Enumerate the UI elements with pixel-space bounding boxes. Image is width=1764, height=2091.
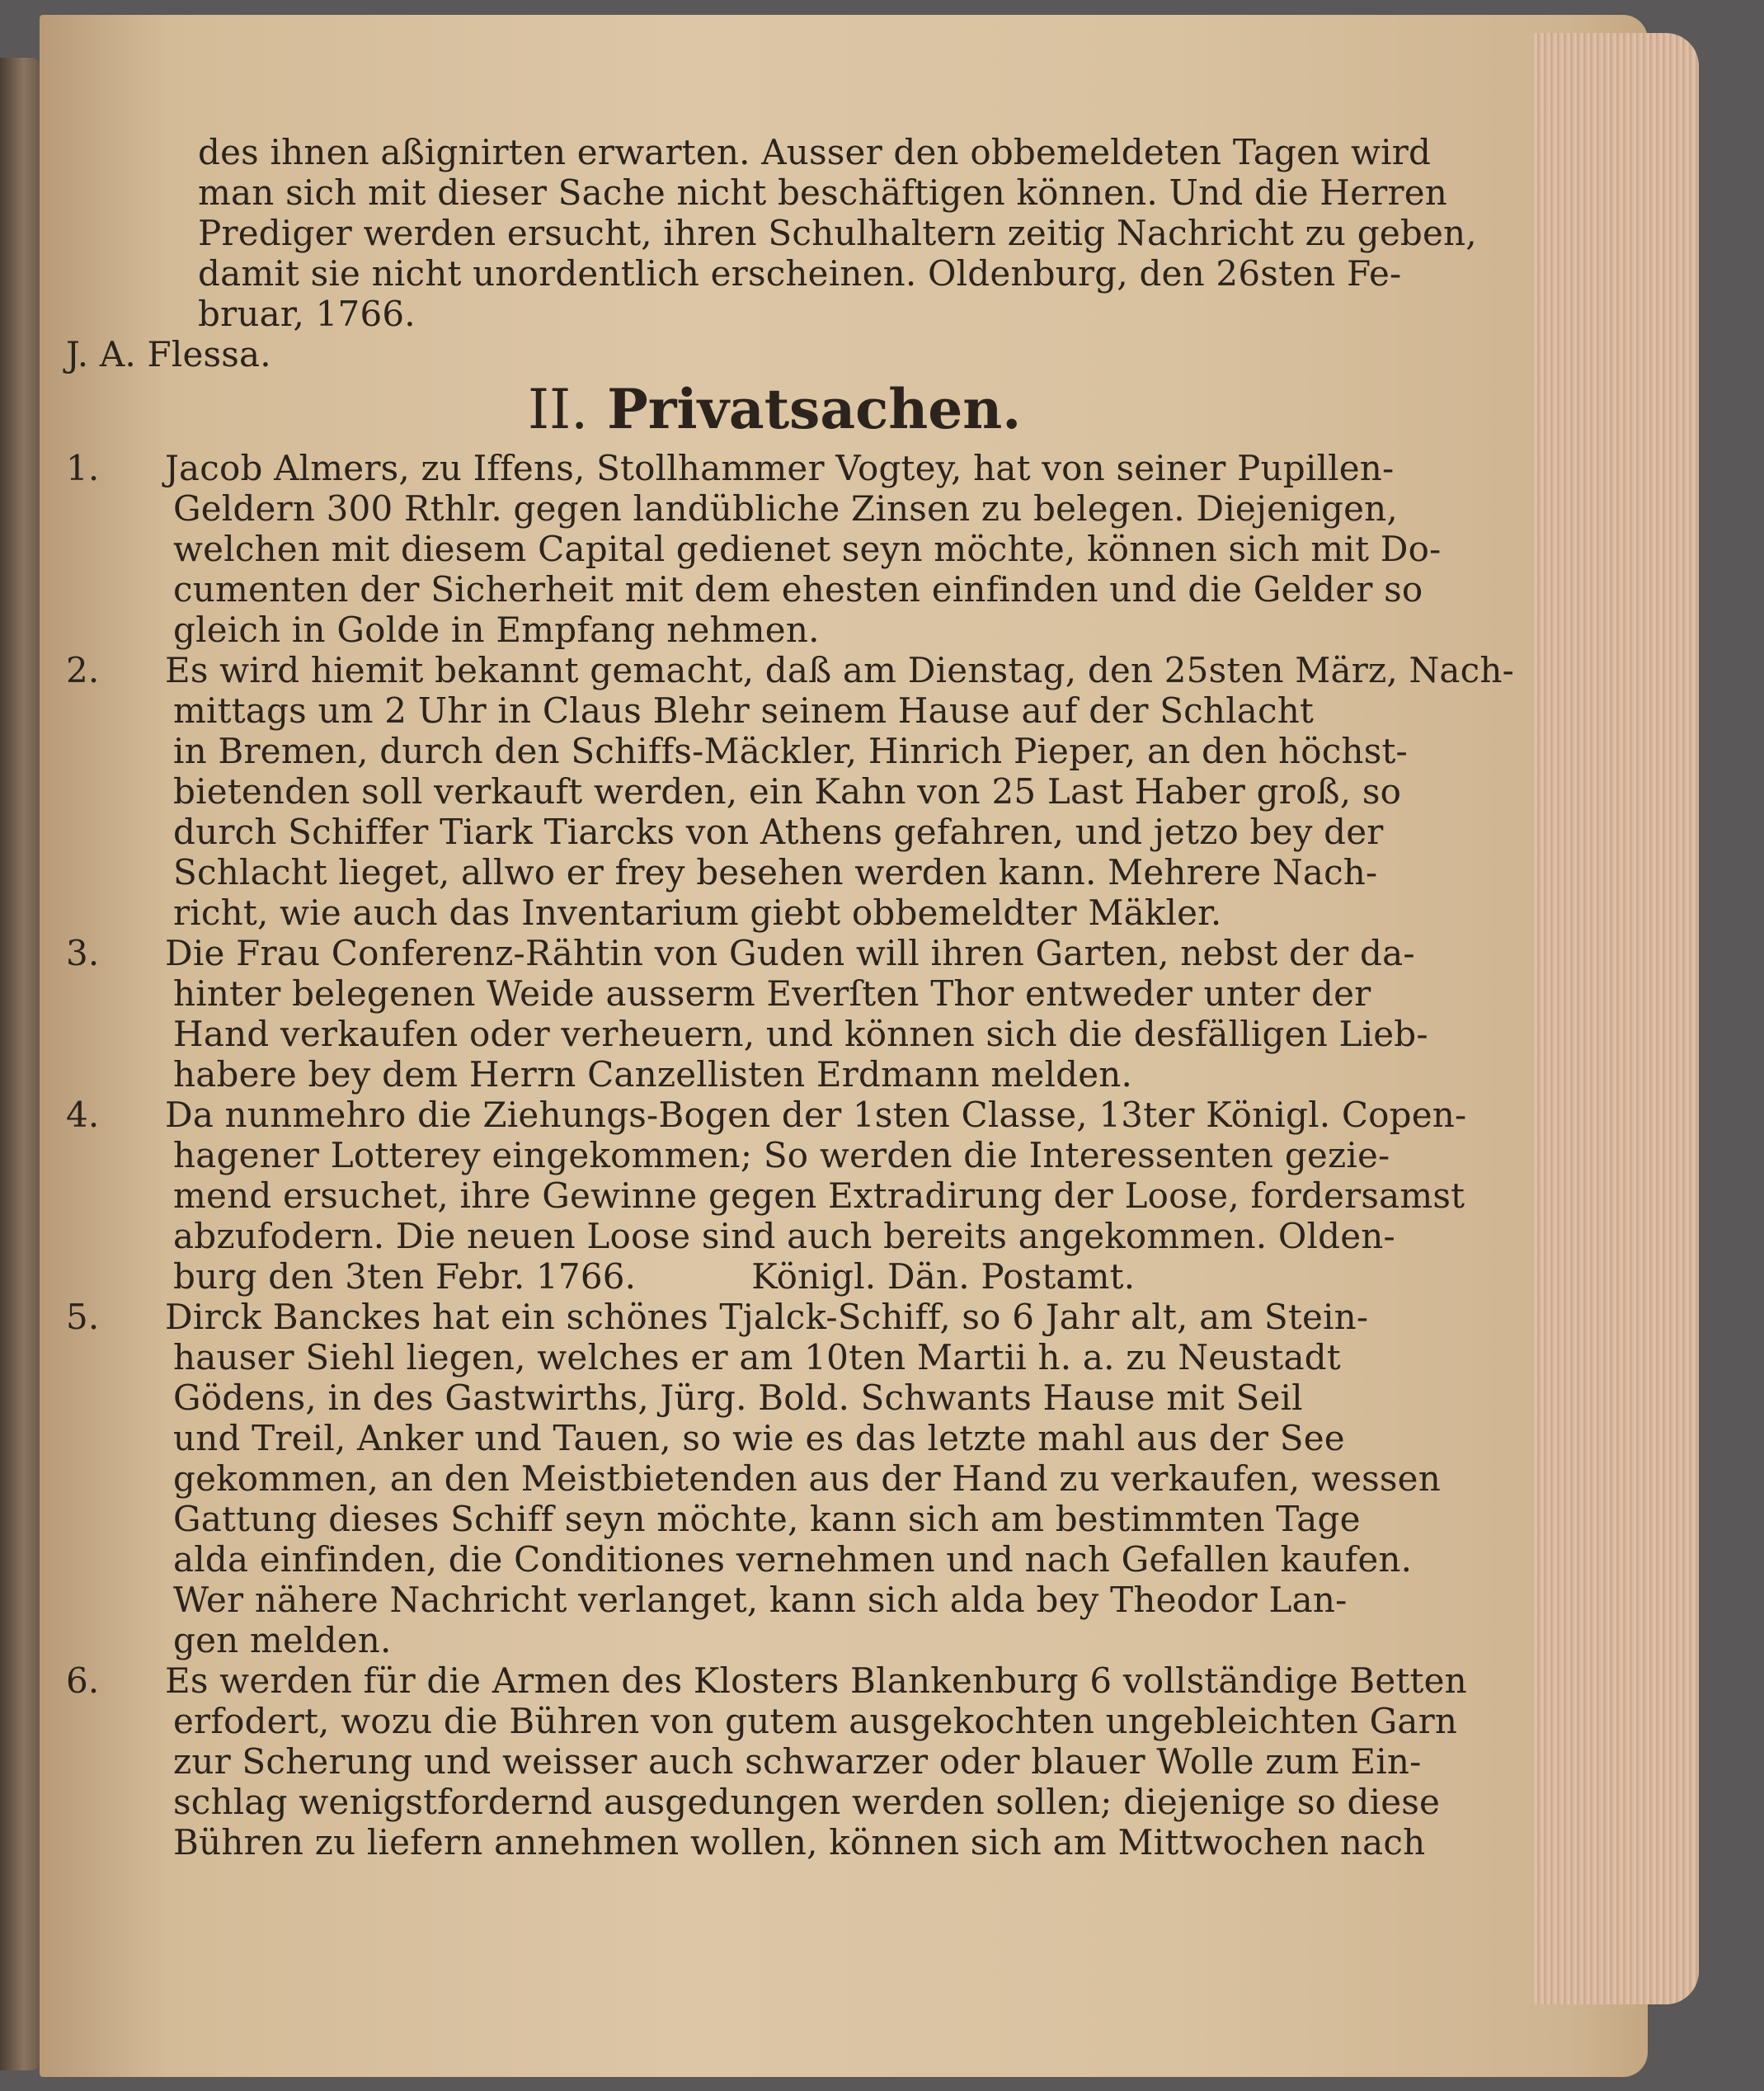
page-text: [66, 132, 1514, 1930]
text-line: hagener Lotterey eingekommen; So werden die Interessenten gezie-: [173, 1135, 1390, 1175]
item-number: 5.: [66, 1297, 100, 1337]
notice-item: [66, 650, 1514, 933]
text-line: welchen mit diesem Capital gedienet seyn möchte, können sich mit Do-: [173, 529, 1442, 569]
text-line: abzufodern. Die neuen Loose sind auch bereits angekommen. Olden-: [173, 1216, 1395, 1256]
notice-item: [66, 1297, 1441, 1660]
text-line: des ihnen aßignirten erwarten. Ausser den obbemeldeten Tagen wird: [198, 132, 1432, 172]
text-line: gleich in Golde in Empfang nehmen.: [173, 610, 820, 650]
text-line: Hand verkaufen oder verheuern, und können sich die desfälligen Lieb-: [173, 1014, 1428, 1054]
text-line: habere bey dem Herrn Canzellisten Erdmann melden.: [173, 1054, 1133, 1095]
text-line: Prediger werden ersucht, ihren Schulhaltern zeitig Nachricht zu geben,: [198, 213, 1477, 253]
text-line: durch Schiffer Tiark Tiarcks von Athens gefahren, und jetzo bey der: [173, 812, 1384, 852]
text-line: Schlacht lieget, allwo er frey besehen werden kann. Mehrere Nach-: [173, 852, 1378, 892]
item-number: 3.: [66, 933, 100, 973]
intro-paragraph: [66, 132, 1477, 334]
text-line: bruar, 1766.: [198, 294, 416, 334]
text-line: Dirck Banckes hat ein schönes Tjalck-Schiff, so 6 Jahr alt, am Stein-: [165, 1297, 1369, 1337]
section-heading: [66, 376, 1254, 443]
page-stack-edge: [1534, 33, 1699, 2004]
text-line: damit sie nicht unordentlich erscheinen. Oldenburg, den 26sten Fe-: [198, 253, 1402, 294]
text-line: Es wird hiemit bekannt gemacht, daß am Dienstag, den 25sten März, Nach-: [165, 650, 1514, 690]
notice-item: [66, 1095, 1467, 1297]
facing-page-edge: [0, 58, 40, 2070]
text-line: richt, wie auch das Inventarium giebt obbemeldter Mäkler.: [173, 892, 1222, 933]
text-line: alda einfinden, die Conditiones vernehmen und nach Gefallen kaufen.: [173, 1539, 1413, 1580]
notice-item: [66, 933, 1428, 1095]
text-line: hinter belegenen Weide ausserm Everſten Thor entweder unter der: [173, 973, 1371, 1014]
text-line: mittags um 2 Uhr in Claus Blehr seinem Hause auf der Schlacht: [173, 690, 1315, 731]
text-line: zur Scherung und weisser auch schwarzer oder blauer Wolle zum Ein-: [173, 1741, 1422, 1782]
closing-date: burg den 3ten Febr. 1766.: [173, 1256, 637, 1297]
section-number: II.: [528, 378, 589, 441]
text-line: gekommen, an den Meistbietenden aus der Hand zu verkaufen, wessen: [173, 1458, 1441, 1499]
notice-item: [66, 1660, 1467, 1863]
section-title: Privatsachen.: [607, 377, 1022, 441]
text-line: bietenden soll verkauft werden, ein Kahn von 25 Last Haber groß, so: [173, 771, 1402, 812]
text-line: Bühren zu liefern annehmen wollen, können sich am Mittwochen nach: [173, 1822, 1426, 1863]
postamt-signature: Königl. Dän. Postamt.: [751, 1256, 1136, 1297]
text-line: Wer nähere Nachricht verlanget, kann sich alda bey Theodor Lan-: [173, 1580, 1348, 1620]
item-number: 2.: [66, 650, 100, 690]
text-line: mend ersuchet, ihre Gewinne gegen Extradirung der Loose, fordersamst: [173, 1175, 1465, 1216]
text-line: gen melden.: [173, 1620, 392, 1660]
text-line: Es werden für die Armen des Klosters Blankenburg 6 vollständige Betten: [165, 1660, 1467, 1701]
text-line: Da nunmehro die Ziehungs-Bogen der 1sten Classe, 13ter Königl. Copen-: [165, 1095, 1467, 1135]
text-line: cumenten der Sicherheit mit dem ehesten einfinden und die Gelder so: [173, 569, 1423, 610]
notice-item: [66, 448, 1442, 650]
text-line: in Bremen, durch den Schiffs-Mäckler, Hinrich Pieper, an den höchst-: [173, 731, 1408, 771]
text-line: erfodert, wozu die Bühren von gutem ausgekochten ungebleichten Garn: [173, 1701, 1458, 1741]
text-line: [66, 1256, 1254, 1297]
text-line: hauser Siehl liegen, welches er am 10ten Martii h. a. zu Neustadt: [173, 1337, 1341, 1378]
text-line: Jacob Almers, zu Iffens, Stollhammer Vogtey, hat von seiner Pupillen-: [165, 448, 1395, 488]
text-line: Gödens, in des Gastwirths, Jürg. Bold. Schwants Hause mit Seil: [173, 1378, 1303, 1418]
text-line: Gattung dieses Schiff seyn möchte, kann sich am bestimmten Tage: [173, 1499, 1361, 1539]
text-line: Geldern 300 Rthlr. gegen landübliche Zinsen zu belegen. Diejenigen,: [173, 488, 1398, 529]
text-line: und Treil, Anker und Tauen, so wie es das letzte mahl aus der See: [173, 1418, 1345, 1458]
text-line: Die Frau Conferenz-Rähtin von Guden will ihren Garten, nebst der da-: [165, 933, 1415, 973]
text-line: man sich mit dieser Sache nicht beschäftigen können. Und die Herren: [198, 172, 1448, 213]
text-line: schlag wenigstfordernd ausgedungen werden sollen; diejenige so diese: [173, 1782, 1441, 1822]
intro-signature: J. A. Flessa.: [66, 334, 271, 374]
item-number: 1.: [66, 448, 100, 488]
item-number: 4.: [66, 1095, 100, 1135]
item-number: 6.: [66, 1660, 100, 1701]
